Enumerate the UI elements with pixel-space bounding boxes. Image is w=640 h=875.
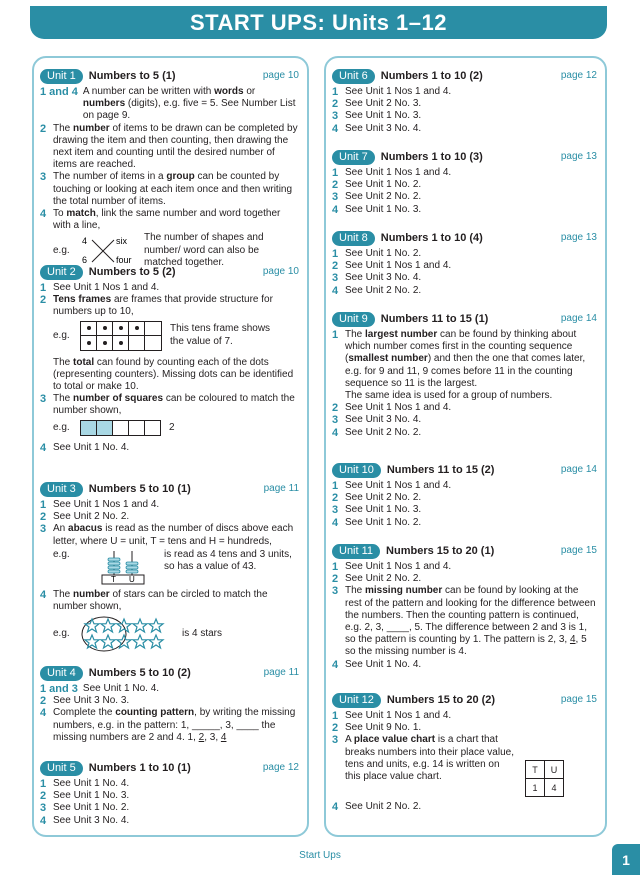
- unit-title: Numbers 11 to 15 (2): [386, 463, 495, 476]
- list-item: 1 See Unit 1 Nos 1 and 4.: [332, 480, 452, 492]
- abacus-example: [53, 549, 299, 585]
- item-text: The number of stars can be circled to match the number shown,: [53, 588, 268, 613]
- unit-3-section: [40, 481, 299, 658]
- list-item: 1 See Unit 1 Nos 1 and 4.: [332, 561, 452, 573]
- unit-title: Numbers to 5 (2): [88, 265, 176, 278]
- item-text: The total can found by counting each of the dots (representing counters). Missing dots can be identified to total or make 10.: [53, 356, 294, 393]
- list-item: 3 The missing number can be found by looking at the rest of the pattern and looking for the difference between the numbers. Then the counting pattern is continued, e.g. 2, 3, ____, 5. The difference between 2 and 3 is 1, so the pattern is counting by 1. The pattern is 2, 3, 4, 5 so the missing number is 4.: [332, 585, 596, 658]
- list-item: [40, 511, 299, 523]
- list-item: 4 See Unit 3 No. 4.: [40, 814, 130, 827]
- unit-5-section: [40, 760, 299, 827]
- list-item: [40, 695, 299, 707]
- unit-pill: Unit 5: [40, 761, 83, 776]
- list-item: 2 See Unit 9 No. 1.: [332, 722, 422, 735]
- page-ref: page 15: [560, 693, 597, 705]
- page-number: 1: [612, 844, 640, 875]
- match-number-4: 4: [82, 235, 88, 246]
- eg-label: e.g.: [53, 329, 70, 341]
- list-item: [40, 86, 299, 123]
- list-item: 4 See Unit 3 No. 4.: [332, 122, 422, 135]
- list-item: 1 See Unit 1 Nos 1 and 4.: [332, 167, 452, 179]
- match-number-6: 6: [82, 254, 88, 265]
- list-item: [40, 707, 299, 744]
- list-item: [40, 499, 299, 511]
- item-number: 3: [40, 523, 47, 536]
- page-ref: page 15: [560, 544, 597, 556]
- unit-title: Numbers 15 to 20 (2): [386, 693, 496, 706]
- list-item: 4 See Unit 1 No. 2.: [332, 516, 422, 529]
- example-note: This tens frame shows the value of 7.: [170, 323, 271, 347]
- item-text: See Unit 1 No. 4.: [53, 441, 130, 453]
- list-item: 1 See Unit 1 Nos 1 and 4.: [332, 86, 452, 98]
- list-item: [40, 357, 299, 394]
- page-ref: page 10: [262, 265, 299, 277]
- list-item: [40, 523, 299, 547]
- abacus-label-u: U: [129, 574, 135, 584]
- unit-title: Numbers 1 to 10 (3): [380, 150, 483, 163]
- left-column: [32, 56, 309, 837]
- unit-pill: Unit 4: [40, 666, 83, 681]
- item-number: 2: [40, 511, 47, 524]
- item-text: The number of items in a group can be counted by touching or looking at each item once and then writing the total number of items.: [53, 171, 293, 207]
- list-item: 4 See Unit 1 No. 3.: [332, 203, 422, 216]
- item-text: A number can be written with words or numbers (digits), e.g. five = 5. See Number List on page 9.: [82, 86, 296, 122]
- unit-11-section: [332, 543, 597, 671]
- item-text: See Unit 2 No. 2.: [53, 511, 130, 523]
- page-title: START UPS: Units 1–12: [189, 9, 448, 35]
- item-number: 4: [40, 208, 47, 221]
- item-text: The number of squares can be coloured to match the number shown,: [53, 393, 295, 417]
- unit-pill: Unit 7: [332, 150, 375, 165]
- unit-9-section: [332, 311, 597, 439]
- list-item: 4 See Unit 2 No. 2.: [332, 426, 422, 439]
- example-note: is read as 4 tens and 3 units, so has a value of 43.: [164, 548, 292, 573]
- example-note: is 4 stars: [182, 628, 223, 640]
- list-item: [40, 393, 299, 417]
- list-item: [40, 589, 299, 613]
- unit-title: Numbers to 5 (1): [88, 69, 176, 82]
- list-item: 3 See Unit 1 No. 2.: [40, 802, 130, 815]
- list-item: 3 See Unit 1 No. 3.: [332, 504, 422, 517]
- page-banner: [30, 6, 607, 39]
- unit-7-section: [332, 149, 597, 216]
- list-item: [40, 171, 299, 208]
- unit-title: Numbers 1 to 10 (1): [88, 761, 191, 774]
- list-item: 3 See Unit 3 No. 4.: [332, 414, 422, 427]
- item-number: 1: [40, 499, 47, 511]
- item-number: 1 and 3: [40, 683, 78, 695]
- unit-pill: Unit 10: [332, 463, 381, 478]
- stars-diagram: [80, 614, 176, 654]
- match-word-six: six: [116, 235, 127, 246]
- unit-pill: Unit 6: [332, 69, 375, 84]
- example-note: The number of shapes and number/ word can also be matched together.: [144, 232, 264, 268]
- list-item: 1 See Unit 1 No. 4.: [40, 778, 130, 790]
- unit-pill: Unit 1: [40, 69, 83, 84]
- item-text: Tens frames are frames that provide structure for numbers up to 10,: [53, 294, 273, 318]
- colour-squares: [80, 420, 161, 436]
- unit-pill: Unit 11: [332, 544, 380, 559]
- list-item: 2 See Unit 1 Nos 1 and 4.: [332, 260, 452, 273]
- unit-pill: Unit 12: [332, 693, 381, 708]
- item-number: 3: [40, 393, 47, 406]
- tens-frame-example: [53, 321, 299, 351]
- list-item: 2 See Unit 1 No. 3.: [40, 790, 130, 803]
- squares-example: [53, 420, 299, 436]
- list-item: 2 See Unit 1 No. 2.: [332, 179, 422, 192]
- place-value-chart: T U 1 4: [525, 760, 564, 797]
- item-text: An abacus is read as the number of discs above each letter, where U = unit, T = tens and H = hundreds,: [53, 523, 294, 547]
- list-item: [40, 683, 299, 695]
- squares-number: 2: [169, 421, 175, 433]
- unit-title: Numbers 1 to 10 (2): [380, 69, 483, 82]
- item-number: 4: [40, 707, 47, 720]
- item-number: 2: [40, 294, 47, 307]
- page-ref: page 11: [263, 482, 299, 494]
- page-ref: page 10: [262, 69, 299, 81]
- list-item: [40, 208, 299, 232]
- page-ref: page 13: [560, 150, 597, 162]
- list-item: [40, 123, 299, 172]
- item-text: The missing number can be found by looking at the rest of the pattern and looking for the difference between the numbers. Then the counting pattern is continued, e.g. 2, 3, ____, 5. The difference between 2 and 3 is 1, so the pattern is counting by 1. The pattern is 2, 3, 4, 5 so the missing number is 4.: [345, 585, 596, 658]
- unit-2-section: [40, 264, 299, 454]
- list-item: 2 See Unit 2 No. 3.: [332, 98, 422, 111]
- eg-label: e.g.: [53, 421, 70, 433]
- stars-example: [53, 614, 299, 654]
- match-word-four: four: [116, 254, 132, 265]
- list-item: 1 See Unit 1 Nos 1 and 4.: [332, 710, 452, 722]
- list-item: 2 See Unit 1 Nos 1 and 4.: [332, 402, 452, 415]
- unit-8-section: [332, 230, 597, 297]
- unit-pill: Unit 8: [332, 231, 375, 246]
- list-item: 3 See Unit 2 No. 2.: [332, 191, 422, 204]
- unit-pill: Unit 9: [332, 312, 375, 327]
- eg-label: e.g.: [53, 244, 70, 256]
- item-text: The largest number can be found by thinking about which number comes first in the counting sequence (smallest number) and then the one that comes later, e.g. for 9 and 11, 9 comes before 11 in the counting sequence so 11 is the largest. The same idea is used for a group of numbers.: [345, 329, 586, 402]
- list-item: 2 See Unit 2 No. 2.: [332, 573, 422, 586]
- right-column: [324, 56, 607, 837]
- tens-frame: [80, 321, 162, 351]
- item-text: Complete the counting pattern, by writing the missing numbers, e.g. in the pattern: 1, _____, 3, ____ the missing numbers are 2 and 4. 1, 2, 3, 4: [53, 707, 296, 743]
- list-item: 4 See Unit 2 No. 2.: [332, 801, 422, 814]
- unit-title: Numbers 15 to 20 (1): [386, 544, 495, 557]
- item-text: A place value chart is a chart that breaks numbers into their place value, tens and units, e.g. 14 is written on this place value chart. T U 1 4: [345, 734, 597, 797]
- page-ref: page 11: [263, 666, 299, 678]
- page-ref: page 14: [560, 312, 597, 324]
- list-item: [40, 282, 299, 294]
- unit-1-section: [40, 68, 299, 269]
- unit-10-section: [332, 462, 597, 529]
- item-text: See Unit 1 Nos 1 and 4.: [53, 282, 160, 293]
- page-ref: page 13: [560, 231, 597, 243]
- item-number: 4: [40, 588, 47, 601]
- footer-label: Start Ups: [299, 850, 341, 861]
- item-number: 3: [40, 171, 47, 184]
- list-item: 1 The largest number can be found by thinking about which number comes first in the counting sequence (smallest number) and then the one that comes later, e.g. for 9 and 11, 9 comes before 11 in the counting sequence so 11 is the largest. The same idea is used for a group of numbers.: [332, 329, 597, 402]
- list-item: 2 See Unit 2 No. 2.: [332, 492, 422, 505]
- item-text: To match, link the same number and word together with a line,: [53, 208, 281, 232]
- item-text: See Unit 1 Nos 1 and 4.: [53, 499, 160, 510]
- unit-title: Numbers 1 to 10 (4): [380, 231, 483, 244]
- page-ref: page 12: [560, 69, 597, 81]
- unit-6-section: [332, 68, 597, 135]
- abacus-diagram: [80, 549, 160, 585]
- list-item: 1 See Unit 1 No. 2.: [332, 248, 422, 260]
- item-number: 4: [40, 441, 47, 454]
- unit-title: Numbers 5 to 10 (2): [88, 666, 191, 679]
- item-number: 1: [40, 282, 47, 294]
- item-text: The number of items to be drawn can be completed by drawing the item and then counting, then drawing the next item and counting until the desired number of items are reached.: [53, 122, 298, 171]
- list-item: 3 A place value chart is a chart that breaks numbers into their place value, tens and units, e.g. 14 is written on this place value chart. T U 1 4: [332, 734, 597, 797]
- unit-title: Numbers 5 to 10 (1): [88, 482, 191, 495]
- unit-pill: Unit 3: [40, 482, 83, 497]
- item-text: See Unit 3 No. 3.: [53, 695, 130, 707]
- unit-pill: Unit 2: [40, 265, 83, 280]
- list-item: 4 See Unit 1 No. 4.: [332, 658, 422, 671]
- item-number: 2: [40, 695, 47, 708]
- matching-diagram: [80, 235, 138, 267]
- eg-label: e.g.: [53, 628, 70, 640]
- list-item: 3 See Unit 3 No. 4.: [332, 272, 422, 285]
- unit-4-section: [40, 665, 299, 744]
- abacus-label-t: T: [111, 574, 116, 584]
- list-item: 4 See Unit 2 No. 2.: [332, 284, 422, 297]
- page-ref: page 14: [560, 463, 597, 475]
- list-item: [40, 294, 299, 318]
- unit-12-section: [332, 692, 597, 814]
- list-item: 3 See Unit 1 No. 3.: [332, 110, 422, 123]
- item-number: 2: [40, 122, 47, 135]
- list-item: [40, 442, 299, 454]
- item-text: See Unit 1 No. 4.: [82, 683, 160, 694]
- item-number: 1 and 4: [40, 86, 78, 98]
- eg-label: e.g.: [53, 548, 70, 560]
- unit-title: Numbers 11 to 15 (1): [380, 312, 489, 325]
- page-ref: page 12: [262, 761, 299, 773]
